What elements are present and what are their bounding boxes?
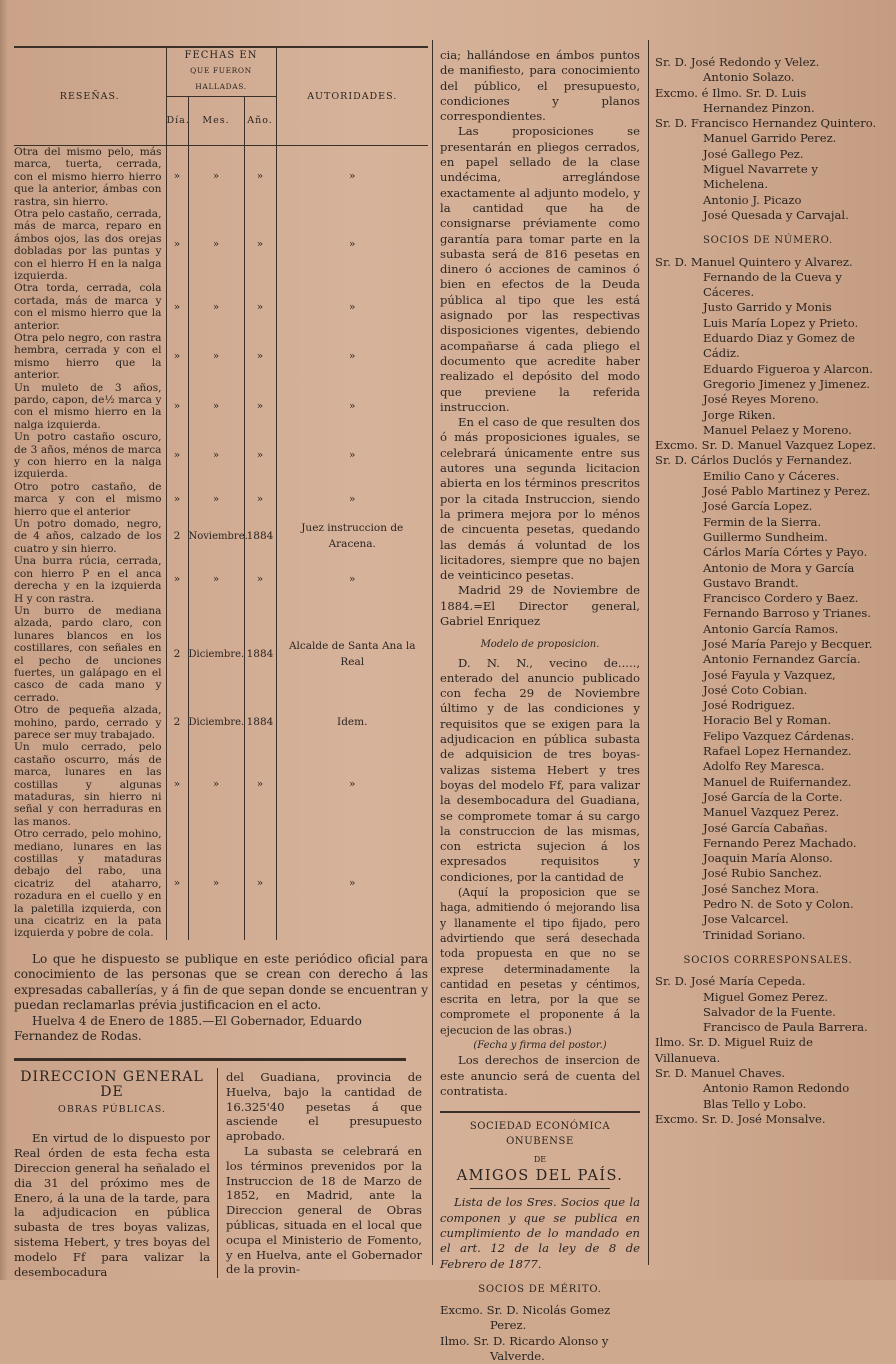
row-autoridad: » <box>349 573 356 586</box>
table-row <box>14 555 428 605</box>
merito-list <box>440 1303 640 1364</box>
row-mes: Diciembre. <box>188 704 244 741</box>
closing-signature: Huelva 4 de Enero de 1885.—El Gobernador, Eduardo Fernandez de Rodas. <box>14 1013 362 1043</box>
direccion-col-rule <box>217 1068 218 1278</box>
socios-merito-title: SOCIOS DE MÉRITO. <box>478 1283 602 1295</box>
member-name: José Rodriguez. <box>703 698 796 713</box>
member-name: Fernando Perez Machado. <box>703 835 857 850</box>
member-name: Sr. D. Cárlos Duclós y Fernandez. <box>655 453 853 468</box>
row-ano: 1884 <box>244 518 276 555</box>
direccion-paragraph-1: En virtud de lo dispuesto por Real órden de esta fecha esta Direccion general ha señalado el dia 31 del próximo mes de Enero, á la una de la tarde, para la adjudicacion en pública subasta de tres boyas valizas, sistema Hebert, y tres boyas del modelo Ff para valizar la desembocadura <box>14 1131 210 1279</box>
header-fechas <box>166 47 276 97</box>
closing-paragraph: Lo que he dispuesto se publique en este periódico oficial para conocimiento de las personas que se crean con derecho á las expresadas caballerías, y á fin de que sepan donde se encuentran y puedan reclamarlas prévia justificacion en el acto. <box>14 951 428 1013</box>
table-row <box>14 481 428 518</box>
row-dia: 2 <box>166 704 188 741</box>
row-autoridad: Alcalde de Santa Ana la Real <box>288 640 416 668</box>
member-name: Miguel Navarrete y Michelena. <box>703 162 818 192</box>
member-name: Excmo. Sr. D. José Monsalve. <box>655 1111 826 1126</box>
modelo-paragraph: D. N. N., vecino de....., enterado del anuncio publicado con fecha 29 de Noviembre último y de las condiciones y requisitos que se exigen para la adjudicacion en pública subasta de adquisicion de tres boyas-valizas sistema Hebert y tres boyas del modelo Ff, para valizar la desembocadura del Guadiana, se compromete tomar á su cargo la construccion de las mismas, con estricta sujecion á los expresados requisitos y condiciones, por la cantidad de <box>440 655 640 884</box>
member-name: José María Parejo y Becquer. <box>703 636 873 651</box>
row-autoridad: » <box>349 300 356 313</box>
row-dia: » <box>166 332 188 382</box>
member-name: Justo Garrido y Monis <box>703 300 832 315</box>
row-mes: » <box>188 741 244 828</box>
row-autoridad: » <box>349 877 356 890</box>
member-name: Felipo Vazquez Cárdenas. <box>703 728 855 743</box>
member-name: Sr. D. José Redondo y Velez. <box>655 55 820 69</box>
direccion-paragraph-3: La subasta se celebrará en los términos prevenidos por la Instruccion de 18 de Marzo de 1852, en Madrid, ante la Direccion general de Obras públicas, situada en el local que ocupa el Ministerio de Fomento, y en Huelva, ante el Gobernador de la provin- <box>226 1143 422 1277</box>
table-row <box>14 382 428 432</box>
member-name: José Pablo Martinez y Perez. <box>703 484 871 499</box>
member-name: Sr. D. Francisco Hernandez Quintero. <box>655 116 877 131</box>
row-autoridad: » <box>349 238 356 251</box>
socios-corresponsales-title: SOCIOS CORRESPONSALES. <box>683 954 853 966</box>
section-rule-double <box>14 1058 406 1061</box>
member-name: José García de la Corte. <box>703 789 843 804</box>
member-name: Blas Tello y Lobo. <box>703 1096 807 1111</box>
table-body <box>14 145 428 940</box>
member-name: Gustavo Brandt. <box>703 575 799 590</box>
row-dia: » <box>166 481 188 518</box>
sociedad-lista: Lista de los Sres. Socios que la componen y que se publica en cumplimiento de lo mandado en el art. 12 de la ley de 8 de Febrero de 1877. <box>440 1195 640 1271</box>
table-row <box>14 518 428 555</box>
row-autoridad: » <box>349 449 356 462</box>
member-name: Adolfo Rey Maresca. <box>703 759 825 774</box>
mid-paragraph-1: cia; hallándose en ámbos puntos de manifiesto, para conocimiento del público, el presupuesto, condiciones y planos correspondientes. <box>440 48 640 124</box>
member-name: Excmo. Sr. D. Manuel Vazquez Lopez. <box>655 438 877 453</box>
table-header-row <box>14 47 428 97</box>
merito-name-cont: Perez. <box>490 1318 527 1333</box>
member-name: Manuel Pelaez y Moreno. <box>703 422 852 437</box>
row-dia: » <box>166 145 188 208</box>
member-name: Fernando Barroso y Trianes. <box>703 606 871 621</box>
member-name: José Rubio Sanchez. <box>703 866 823 881</box>
row-description: Una burra rúcia, cerrada, con hierro P en el anca derecha y en la izquierda H y con rastra. <box>14 555 166 605</box>
column-rule-left <box>432 40 433 1265</box>
member-name: Pedro N. de Soto y Colon. <box>703 897 854 912</box>
member-name: José García Cabañas. <box>703 820 828 835</box>
member-name: José Reyes Moreno. <box>703 392 819 407</box>
direccion-col-a <box>14 1070 210 1279</box>
row-autoridad: » <box>349 350 356 363</box>
row-ano: » <box>244 282 276 332</box>
row-mes: Noviembre. <box>188 518 244 555</box>
row-dia: 2 <box>166 518 188 555</box>
header-mes: Mes. <box>188 97 244 146</box>
row-mes: » <box>188 555 244 605</box>
header-autoridades: AUTORIDADES. <box>276 47 428 145</box>
mid-paragraph-2: Las proposiciones se presentarán en pliegos cerrados, en papel sellado de la clase undécima, arreglándose exactamente al adjunto modelo, y la cantidad que ha de consignarse préviamente como garantía para tomar parte en la subasta será de 816 pesetas en dinero ó acciones de caminos ó bien en efectos de la Deuda pública al tipo que les está asignado por las respectivas disposiciones vigentes, debiendo acompañarse á cada pliego el documento que acredite haber realizado el depósito del modo que previene la referida instruccion. <box>440 124 640 414</box>
row-mes: » <box>188 431 244 481</box>
row-mes: » <box>188 382 244 432</box>
member-name: Francisco Cordero y Baez. <box>703 591 859 606</box>
row-dia: » <box>166 208 188 282</box>
row-dia: » <box>166 282 188 332</box>
member-name: Antonio de Mora y García <box>703 560 855 575</box>
row-dia: » <box>166 431 188 481</box>
mid-paragraph-4: Madrid 29 de Noviembre de 1884.=El Director general, Gabriel Enriquez <box>440 583 640 628</box>
member-name: Eduardo Figueroa y Alarcon. <box>703 361 873 376</box>
member-name: Fernando de la Cueva y Cáceres. <box>703 269 842 300</box>
member-name: Gregorio Jimenez y Jimenez. <box>703 376 870 391</box>
row-mes: » <box>188 145 244 208</box>
row-ano: » <box>244 382 276 432</box>
member-name: José Quesada y Carvajal. <box>703 207 849 222</box>
sociedad-header <box>440 1111 640 1364</box>
header-fechas-title: FECHAS EN <box>184 50 258 61</box>
table-row <box>14 741 428 828</box>
member-name: Salvador de la Fuente. <box>703 1004 836 1019</box>
row-description: Un burro de mediana alzada, pardo claro, con lunares blancos en los costillares, con señales en el pecho de unciones fuertes, un galápago en el casco de cada mano y cerrado. <box>14 605 166 704</box>
row-mes: » <box>188 481 244 518</box>
member-name: José Coto Cobian. <box>703 682 808 697</box>
merito-name: Excmo. Sr. D. Nicolás Gomez <box>440 1303 611 1318</box>
member-name: Manuel Vazquez Perez. <box>703 805 840 820</box>
table-row <box>14 431 428 481</box>
merito-name: Ilmo. Sr. D. Ricardo Alonso y <box>440 1333 609 1348</box>
member-name: José Gallego Pez. <box>703 146 804 161</box>
member-name: Ilmo. Sr. D. Miguel Ruiz de Villanueva. <box>655 1035 813 1065</box>
member-name: Hernandez Pinzon. <box>703 100 815 115</box>
row-description: Otra del mismo pelo, más marca, tuerta, cerrada, con el mismo hierro hierro que la anterior, ámbas con rastra, sin hierro. <box>14 145 166 208</box>
member-name: Trinidad Soriano. <box>703 927 806 942</box>
row-ano: » <box>244 431 276 481</box>
header-resenas: RESEÑAS. <box>14 47 166 145</box>
fecha-firma: (Fecha y firma del postor.) <box>473 1040 607 1051</box>
member-name: Sr. D. Manuel Quintero y Alvarez. <box>655 254 853 269</box>
row-ano: 1884 <box>244 605 276 704</box>
row-mes: » <box>188 208 244 282</box>
left-column <box>14 46 428 1279</box>
member-name: José García Lopez. <box>703 499 813 514</box>
row-autoridad: » <box>349 170 356 183</box>
member-name: Excmo. é Ilmo. Sr. D. Luis <box>655 85 807 100</box>
row-autoridad: Idem. <box>337 716 368 729</box>
member-name: Rafael Lopez Hernandez. <box>703 744 852 759</box>
right-column <box>655 55 881 1127</box>
member-name: Antonio Ramon Redondo <box>703 1081 850 1096</box>
column-rule-right <box>648 40 649 1265</box>
row-autoridad: » <box>349 399 356 412</box>
middle-column <box>440 48 640 1364</box>
merito-name-cont: Valverde. <box>490 1349 545 1364</box>
header-ano: Año. <box>244 97 276 146</box>
member-name: Jose Valcarcel. <box>703 912 789 927</box>
row-mes: » <box>188 282 244 332</box>
row-description: Un potro domado, negro, de 4 años, calzado de los cuatro y sin hierro. <box>14 518 166 555</box>
table-row <box>14 282 428 332</box>
numero-list <box>655 255 881 943</box>
row-dia: 2 <box>166 605 188 704</box>
direccion-paragraph-2: del Guadiana, provincia de Huelva, bajo la cantidad de 16.325'40 pesetas á que asciende el presupuesto aprobado. <box>226 1070 422 1144</box>
row-description: Otro de pequeña alzada, mohino, pardo, cerrado y parece ser muy trabajado. <box>14 704 166 741</box>
member-name: Sr. D. José María Cepeda. <box>655 974 806 989</box>
row-description: Un mulo cerrado, pelo castaño oscurro, más de marca, lunares en las costillas y algunas mataduras, sin hierro ni señal y con herraduras en las manos. <box>14 741 166 828</box>
row-description: Un potro castaño oscuro, de 3 años, ménos de marca y con hierro en la nalga izquierda. <box>14 431 166 481</box>
row-mes: » <box>188 828 244 940</box>
table-row <box>14 208 428 282</box>
member-name: Luis María Lopez y Prieto. <box>703 315 859 330</box>
modelo-title: Modelo de proposicion. <box>480 639 600 651</box>
member-name: Jorge Riken. <box>703 407 776 422</box>
member-name: Antonio Fernandez García. <box>703 652 861 667</box>
row-description: Otra torda, cerrada, cola cortada, más de marca y con el mismo hierro que la anterior. <box>14 282 166 332</box>
member-name: José Sanchez Mora. <box>703 881 820 896</box>
sociedad-amigos: AMIGOS DEL PAÍS. <box>456 1168 624 1185</box>
member-name: Joaquin María Alonso. <box>703 851 833 866</box>
member-name: Fermin de la Sierra. <box>703 514 822 529</box>
table-row <box>14 605 428 704</box>
page-fold-shadow <box>0 0 8 1280</box>
row-ano: » <box>244 741 276 828</box>
member-name: Antonio García Ramos. <box>703 621 839 636</box>
direccion-subtitle: OBRAS PÚBLICAS. <box>58 1103 166 1115</box>
corresponsales-list <box>655 974 881 1127</box>
table-row <box>14 332 428 382</box>
sociedad-rule <box>470 1188 610 1189</box>
member-name: Antonio J. Picazo <box>703 192 802 207</box>
row-ano: » <box>244 555 276 605</box>
row-ano: » <box>244 828 276 940</box>
member-name: Manuel Garrido Perez. <box>703 131 837 146</box>
sociedad-de: DE <box>533 1154 547 1164</box>
socios-numero-title: SOCIOS DE NÚMERO. <box>702 235 833 247</box>
row-autoridad: Juez instruccion de Aracena. <box>301 522 404 550</box>
row-description: Otra pelo negro, con rastra hembra, cerrada y con el mismo hierro que la anterior. <box>14 332 166 382</box>
header-dia: Día. <box>166 97 188 146</box>
row-dia: » <box>166 555 188 605</box>
table-row <box>14 145 428 208</box>
sociedad-title: SOCIEDAD ECONÓMICA ONUBENSE <box>469 1121 611 1148</box>
row-description: Otro cerrado, pelo mohino, mediano, lunares en las costillas y mataduras debajo del rabo, una cicatriz del ataharro, rozadura en el cuello y en la paletilla izquierda, con una cicatriz en la pata izquierda y pobre de cola. <box>14 828 166 940</box>
member-name: Francisco de Paula Barrera. <box>703 1020 868 1035</box>
member-name: Sr. D. Manuel Chaves. <box>655 1066 786 1080</box>
table-row <box>14 704 428 741</box>
member-name: Emilio Cano y Cáceres. <box>703 468 840 483</box>
row-autoridad: » <box>349 492 356 505</box>
row-description: Otra pelo castaño, cerrada, más de marca, reparo en ámbos ojos, las dos orejas dobladas por las puntas y con el hierro H en la nalga izquierda. <box>14 208 166 282</box>
direccion-col-b <box>226 1070 422 1277</box>
row-dia: » <box>166 741 188 828</box>
row-dia: » <box>166 382 188 432</box>
row-ano: » <box>244 208 276 282</box>
member-name: Guillermo Sundheim. <box>703 529 828 544</box>
table-row <box>14 828 428 940</box>
member-name: Cárlos María Córtes y Payo. <box>703 545 868 560</box>
row-mes: » <box>188 332 244 382</box>
mid-paragraph-7: Los derechos de insercion de este anuncio será de cuenta del contratista. <box>440 1053 640 1098</box>
modelo-instructions: (Aquí la proposicion que se haga, admitiendo ó mejorando lisa y llanamente el tipo fijado, pero advirtiendo que será desechada toda propuesta en que no se exprese determinadamente la cantidad en pesetas y céntimos, escrita en letra, por la que se compromete el proponente á la ejecucion de las obras.) <box>440 886 640 1037</box>
row-ano: » <box>244 481 276 518</box>
honorary-list <box>655 55 881 223</box>
direccion-title: DIRECCION GENERAL DE <box>20 1069 204 1100</box>
member-name: Antonio Solazo. <box>703 70 795 85</box>
member-name: José Fayula y Vazquez, <box>703 667 836 682</box>
row-mes: Diciembre. <box>188 605 244 704</box>
row-ano: » <box>244 145 276 208</box>
header-fechas-sub: QUE FUERON HALLADAS. <box>167 63 276 97</box>
member-name: Eduardo Diaz y Gomez de Cádiz. <box>703 331 856 361</box>
row-ano: » <box>244 332 276 382</box>
row-dia: » <box>166 828 188 940</box>
member-name: Horacio Bel y Roman. <box>703 713 832 728</box>
closing-notice <box>14 952 428 1044</box>
mid-paragraph-3: En el caso de que resulten dos ó más proposiciones iguales, se celebrará únicamente entre sus autores una segunda licitacion abierta en los términos prescritos por la citada Instruccion, siendo la primera mejora por lo ménos de cincuenta pesetas, quedando las demás á voluntad de los licitadores, siempre que no bajen de veinticinco pesetas. <box>440 415 640 583</box>
row-autoridad: » <box>349 778 356 791</box>
member-name: Manuel de Ruifernandez. <box>703 774 852 789</box>
row-description: Otro potro castaño, de marca y con el mismo hierro que el anterior <box>14 481 166 518</box>
row-ano: 1884 <box>244 704 276 741</box>
registry-table <box>14 46 428 940</box>
member-name: Miguel Gomez Perez. <box>703 989 828 1004</box>
row-description: Un muleto de 3 años, pardo, capon, de½ marca y con el mismo hierro en la nalga izquierda. <box>14 382 166 432</box>
